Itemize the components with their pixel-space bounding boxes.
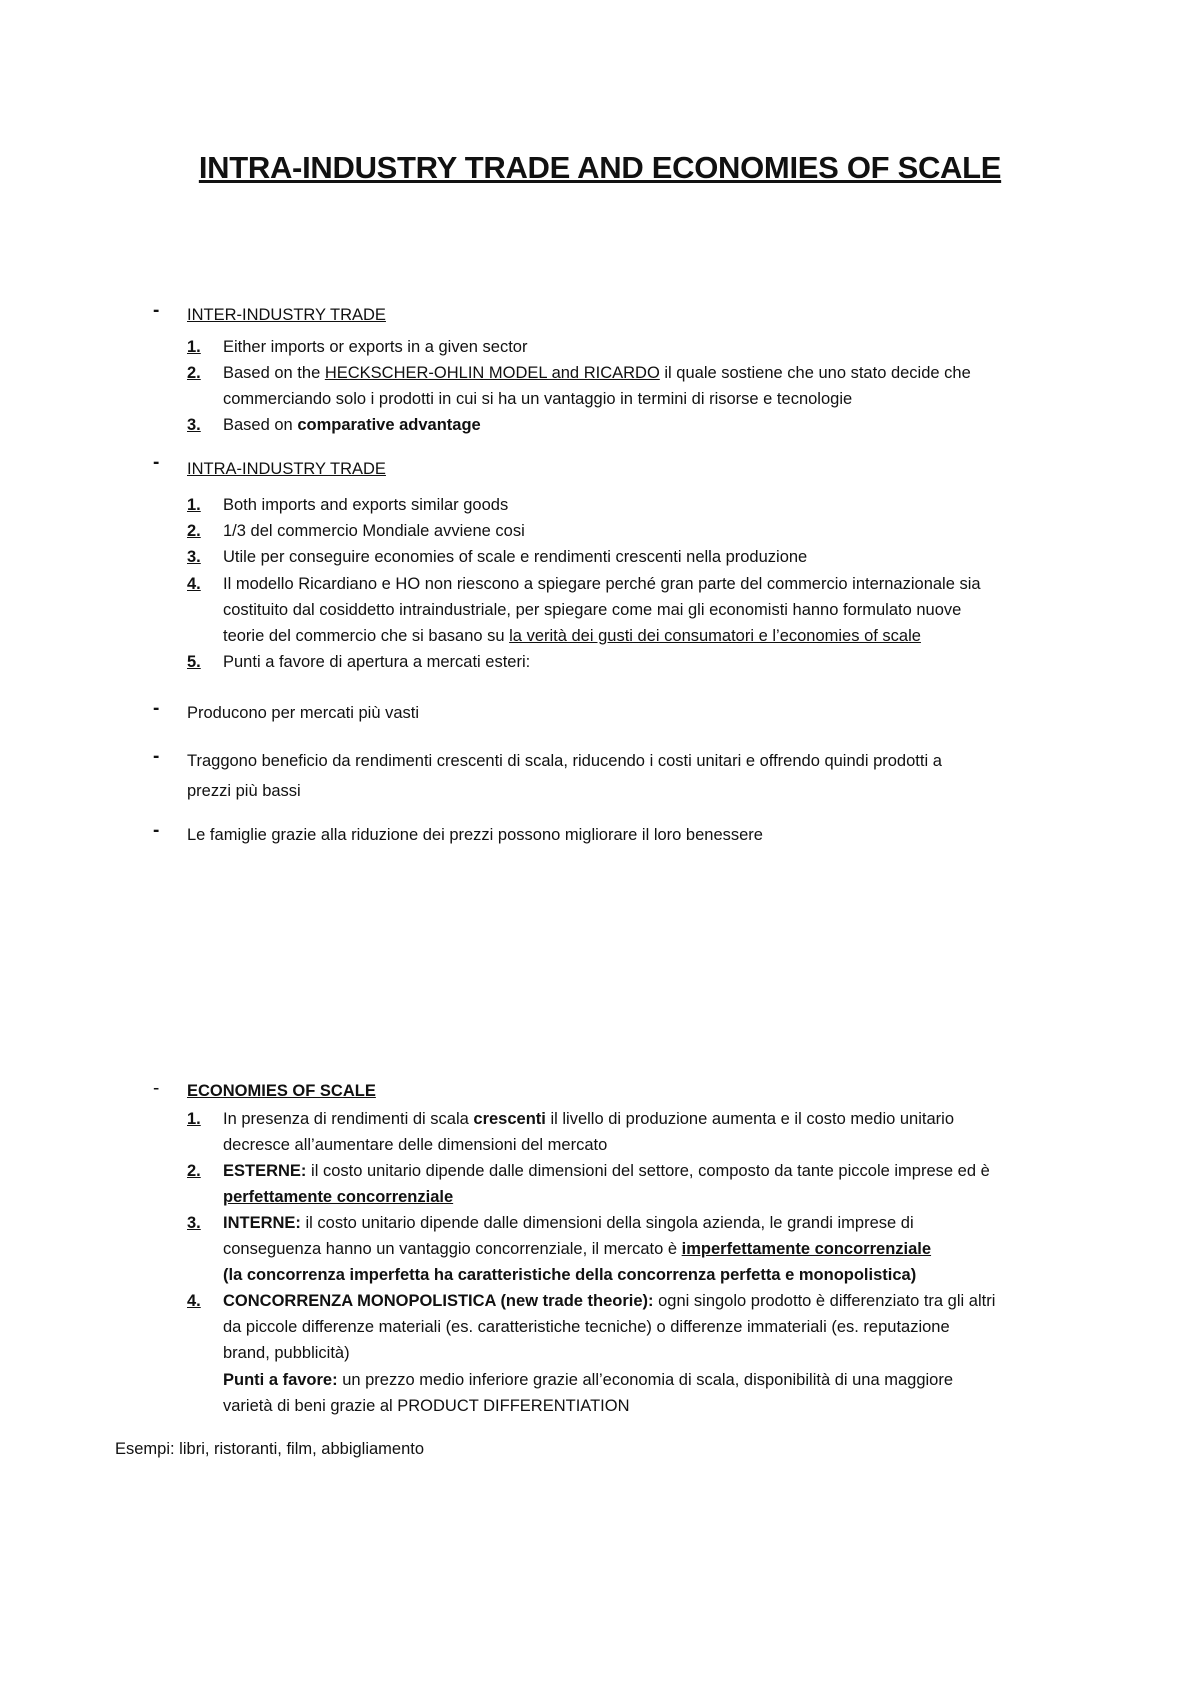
list-item: 5. Punti a favore di apertura a mercati esteri: xyxy=(187,653,531,671)
bullet-text: Producono per mercati più vasti xyxy=(187,704,420,722)
bullet-dash: - xyxy=(153,746,160,767)
bullet-text-continuation: prezzi più bassi xyxy=(187,782,301,800)
page-title: INTRA-INDUSTRY TRADE AND ECONOMIES OF SCALE xyxy=(198,150,1002,185)
list-item-continuation: da piccole differenze materiali (es. caratteristiche tecniche) o differenze immateriali (es. reputazione xyxy=(223,1318,950,1336)
bullet-dash: - xyxy=(153,698,160,719)
bullet-dash: - xyxy=(153,820,160,841)
bullet-text: Le famiglie grazie alla riduzione dei prezzi possono migliorare il loro benessere xyxy=(187,826,763,844)
section-heading-economies: ECONOMIES OF SCALE xyxy=(187,1082,376,1100)
model-reference: HECKSCHER-OHLIN MODEL and RICARDO xyxy=(324,364,660,382)
list-item: 3. Utile per conseguire economies of scale e rendimenti crescenti nella produzione xyxy=(187,548,808,566)
bullet-text: Traggono beneficio da rendimenti crescenti di scala, riducendo i costi unitari e offrendo quindi prodotti a xyxy=(187,752,942,770)
list-item-continuation: decresce all’aumentare delle dimensioni del mercato xyxy=(223,1136,608,1154)
list-item-continuation: Punti a favore: un prezzo medio inferiore grazie all’economia di scala, disponibilità di una maggiore xyxy=(223,1371,954,1389)
examples-text: Esempi: libri, ristoranti, film, abbigliamento xyxy=(115,1440,425,1458)
list-item-continuation: conseguenza hanno un vantaggio concorrenziale, il mercato è imperfettamente concorrenziale xyxy=(223,1240,932,1258)
bullet-dash: - xyxy=(153,300,160,321)
list-item: 2. 1/3 del commercio Mondiale avviene cosi xyxy=(187,522,525,540)
list-item: 3. INTERNE: il costo unitario dipende dalle dimensioni della singola azienda, le grandi imprese di xyxy=(187,1214,914,1232)
list-item-continuation: teorie del commercio che si basano su la verità dei gusti dei consumatori e l’economies of scale xyxy=(223,627,921,645)
bullet-dash: - xyxy=(153,1078,160,1099)
list-item-continuation: brand, pubblicità) xyxy=(223,1344,350,1362)
list-item: 1. Either imports or exports in a given sector xyxy=(187,338,528,356)
list-item-continuation: commerciando solo i prodotti in cui si ha un vantaggio in termini di risorse e tecnologie xyxy=(223,390,853,408)
list-item-continuation: costituito dal cosiddetto intraindustriale, per spiegare come mai gli economisti hanno formulato nuove xyxy=(223,601,962,619)
list-item: 1. In presenza di rendimenti di scala crescenti il livello di produzione aumenta e il costo medio unitario xyxy=(187,1110,955,1128)
list-item-continuation: varietà di beni grazie al PRODUCT DIFFERENTIATION xyxy=(223,1397,630,1415)
section-heading-inter: INTER-INDUSTRY TRADE xyxy=(187,306,386,324)
list-item: 2. ESTERNE: il costo unitario dipende dalle dimensioni del settore, composto da tante piccole imprese ed è xyxy=(187,1162,990,1180)
bullet-dash: - xyxy=(153,452,160,473)
list-item: 4. Il modello Ricardiano e HO non riescono a spiegare perché gran parte del commercio internazionale sia xyxy=(187,575,981,593)
list-item: 4. CONCORRENZA MONOPOLISTICA (new trade theorie): ogni singolo prodotto è differenziato tra gli altri xyxy=(187,1292,996,1310)
list-item-continuation: perfettamente concorrenziale xyxy=(223,1188,454,1206)
list-item: 1. Both imports and exports similar goods xyxy=(187,496,509,514)
list-item-continuation: (la concorrenza imperfetta ha caratteristiche della concorrenza perfetta e monopolistica) xyxy=(223,1266,917,1284)
section-heading-intra: INTRA-INDUSTRY TRADE xyxy=(187,460,386,478)
list-item: 2. Based on the HECKSCHER-OHLIN MODEL and RICARDO il quale sostiene che uno stato decide che xyxy=(187,364,971,382)
list-item: 3. Based on comparative advantage xyxy=(187,416,481,434)
